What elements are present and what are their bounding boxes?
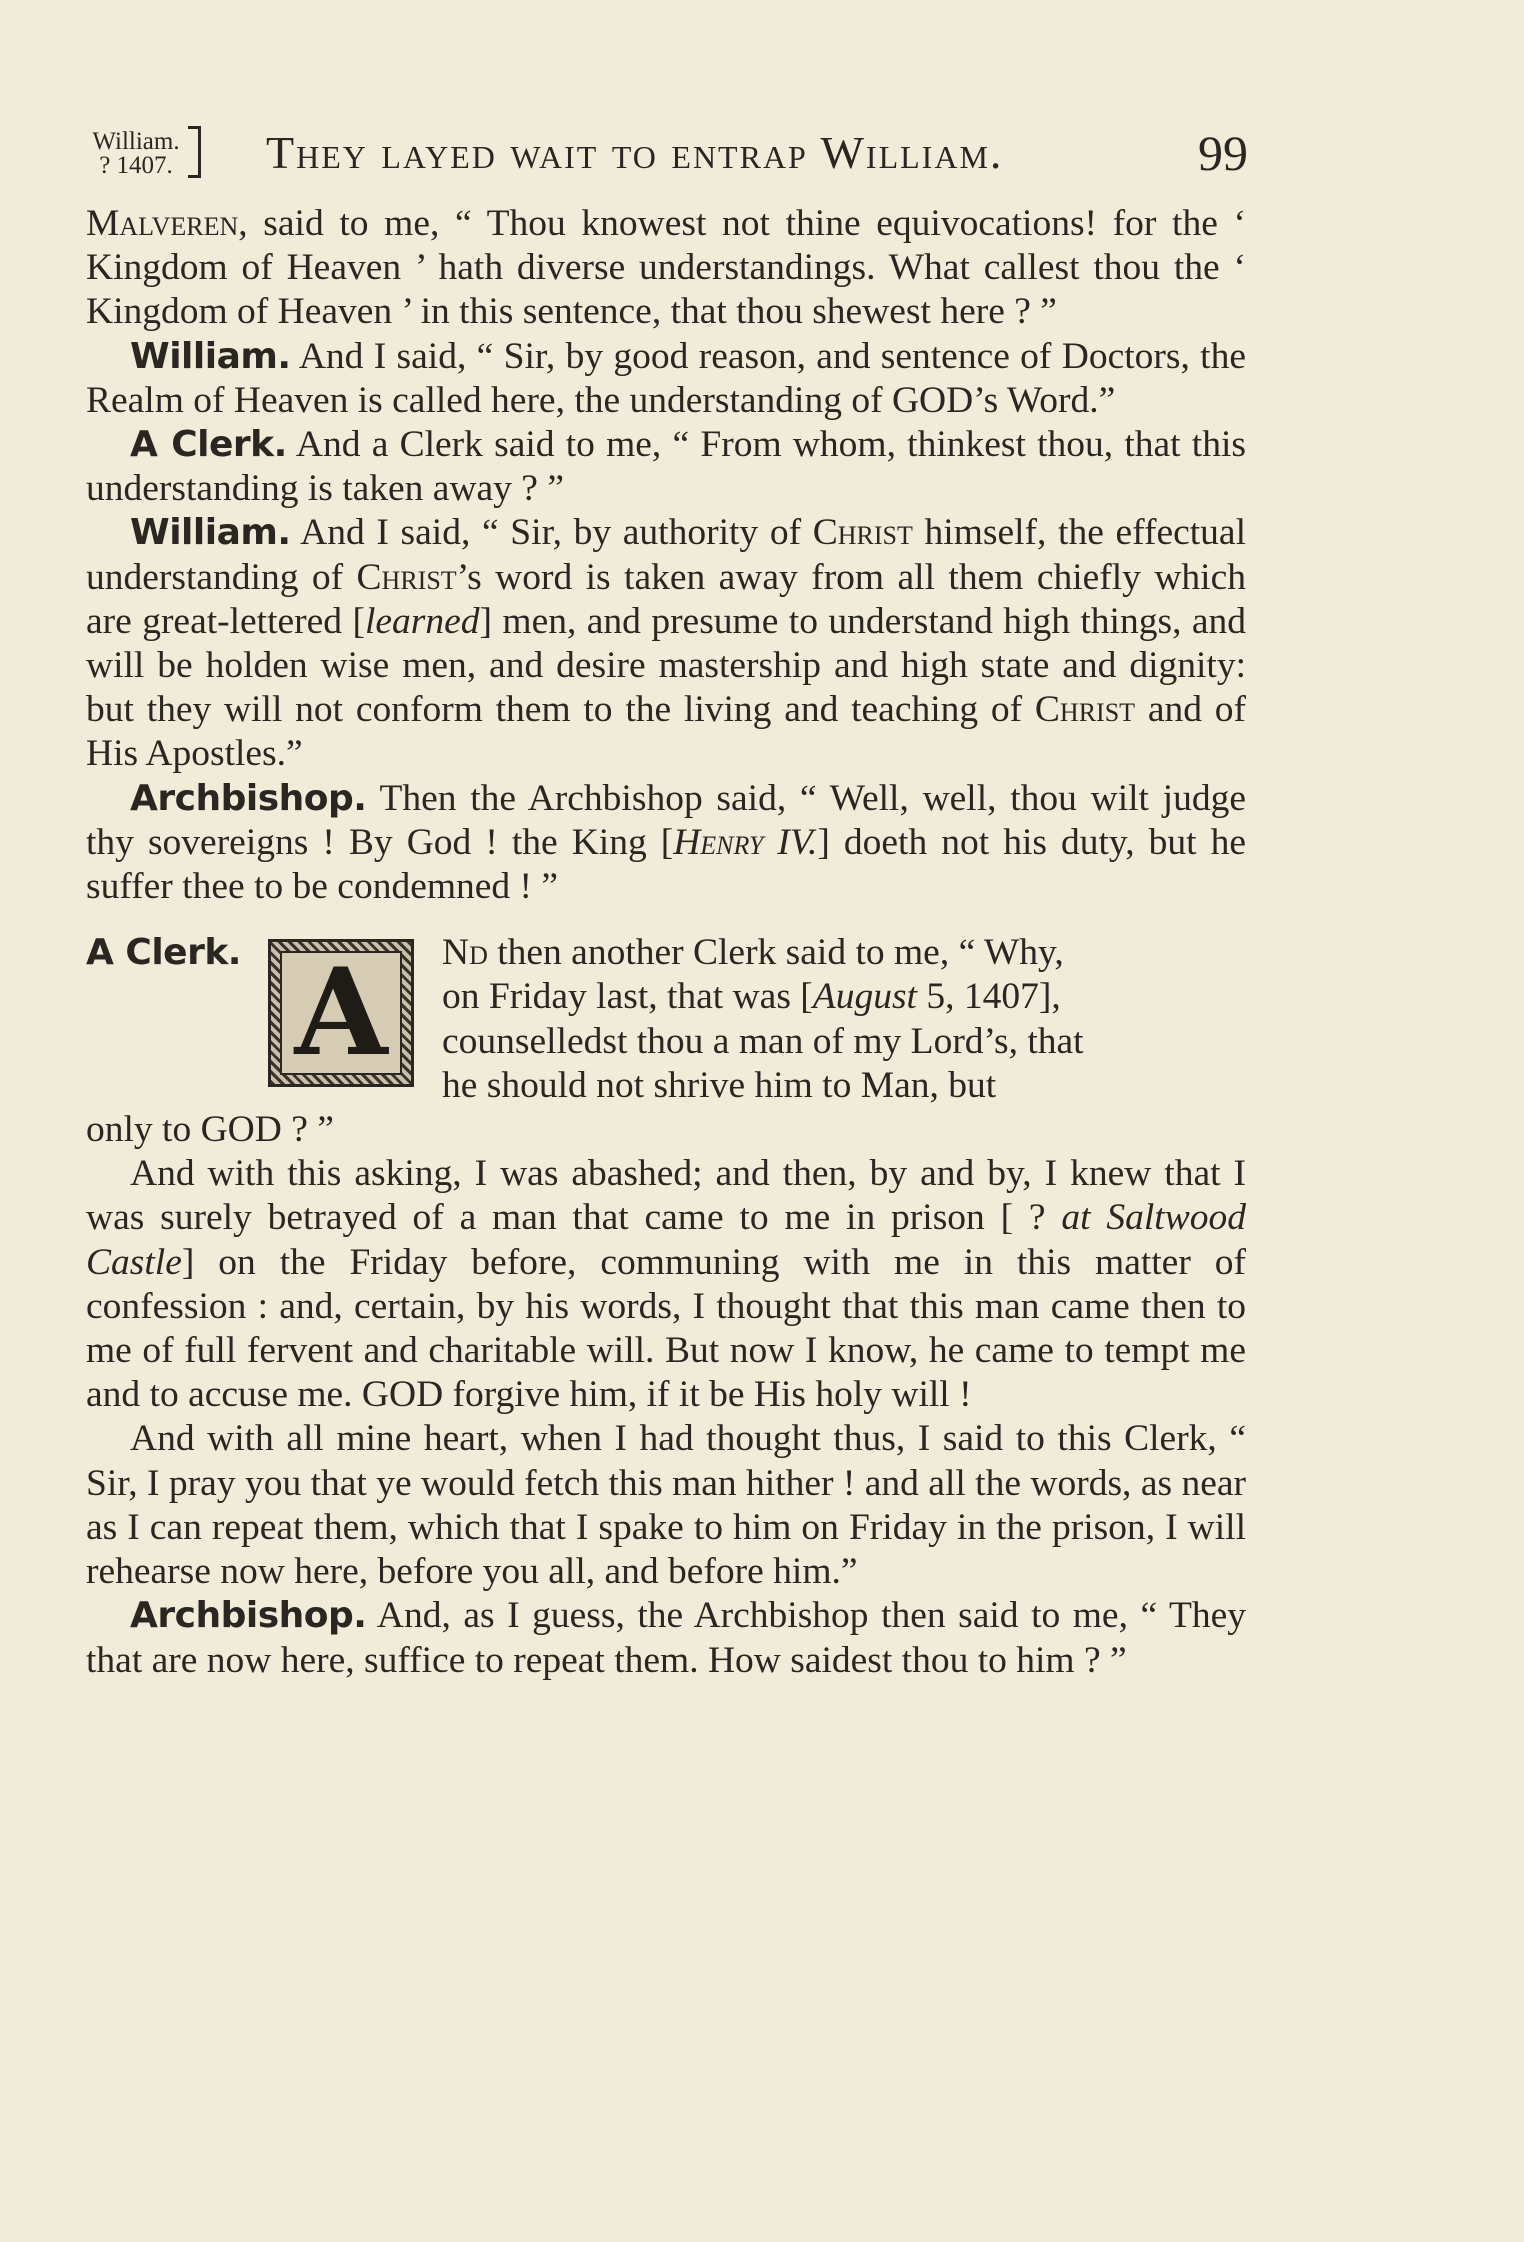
paragraph xyxy=(86,511,1246,776)
paragraph-text: And I said, “ Sir, by authority of xyxy=(290,512,813,554)
name-christ: Christ xyxy=(356,556,457,598)
name-malveren: Malveren xyxy=(86,203,239,244)
side-note-year: ? 1407. xyxy=(99,152,173,179)
text-line: he should not shrive him to Man, but xyxy=(442,1064,997,1106)
gloss-learned: learned xyxy=(364,600,480,642)
paragraph-text: , said to me, “ Thou knowest not thine equivocations! for the ‘ Kingdom of Heaven ’ hath diverse understandings. What callest thou the ‘ Kingdom of Heaven ’ in this sentence, that thou shewest here ? ” xyxy=(86,203,1246,333)
line-text: 5, 1407], xyxy=(916,976,1061,1018)
paragraph xyxy=(86,1594,1246,1682)
paragraph-text: And I said, “ Sir, by good reason, and sentence of Doctors, the Realm of Heaven is called here, the understanding of GOD’s Word.” xyxy=(86,335,1246,421)
speaker-label: William. xyxy=(130,512,291,554)
date-month: August xyxy=(812,976,917,1018)
paragraph-text: ] on the Friday before, communing with me in this matter of confession : and, certain, by his words, I thought that this man came then to me of full fervent and charitable will. But now I know, he came to tempt me and to accuse me. GOD forgive him, if it be His holy will ! xyxy=(86,1241,1246,1416)
ornamental-initial xyxy=(268,939,414,1087)
paragraph-text: ] doeth not his duty, but he suffer thee to be condemned ! ” xyxy=(86,821,1246,908)
name-henry: Henry IV. xyxy=(673,821,818,863)
text-line xyxy=(442,931,1246,975)
paragraph xyxy=(86,335,1246,423)
running-header xyxy=(86,112,1246,202)
paragraph-text: ] men, and presume to understand high things, and will be holden wise men, and desire mastership and high state and dignity: but they will not conform them to the living and teaching of xyxy=(86,600,1247,731)
line-text: then another Clerk said to me, “ Why, xyxy=(487,932,1064,974)
paragraph-text: ’s word is taken away from all them chiefly which are great-lettered [ xyxy=(86,556,1246,642)
speaker-label: William. xyxy=(130,335,291,377)
speaker-label: Archbishop. xyxy=(130,777,367,819)
paragraph-text: And a Clerk said to me, “ From whom, thinkest thou, that this understanding is taken away ? ” xyxy=(86,424,1246,510)
body-text xyxy=(86,202,1246,1683)
paragraph: And with all mine heart, when I had thought thus, I said to this Clerk, “ Sir, I pray you that ye would fetch this man hither ! and all the words, as near as I can repeat them, which that I spake to him on Friday in the prison, I will rehearse now here, before you all, and before him.” xyxy=(86,1418,1246,1593)
small-caps-word: Nd xyxy=(442,932,488,974)
side-note-name: William. xyxy=(92,128,180,155)
text-line: counselledst thou a man of my Lord’s, that xyxy=(442,1020,1084,1062)
paragraph xyxy=(86,202,1246,335)
page-number: 99 xyxy=(1198,125,1248,181)
gloss-castle: at Saltwood Castle xyxy=(86,1197,1246,1283)
paragraph xyxy=(86,1152,1246,1417)
speaker-label: A Clerk. xyxy=(86,932,241,974)
running-title: They layed wait to entrap William. xyxy=(266,127,1004,178)
initial-letter: A xyxy=(294,942,388,1084)
paragraph-text: himself, the effectual understanding of xyxy=(86,512,1246,598)
name-christ: Christ xyxy=(1034,689,1136,731)
side-note-bracket xyxy=(188,126,201,178)
speaker-label: A Clerk. xyxy=(130,424,287,466)
text-line xyxy=(442,975,1246,1019)
paragraph-text: and of His Apostles.” xyxy=(86,689,1246,775)
paragraph-text: Then the Archbishop said, “ Well, well, thou wilt judge thy sovereigns ! By God ! the King [ xyxy=(86,777,1246,863)
name-christ: Christ xyxy=(812,512,913,554)
paragraph xyxy=(86,423,1246,511)
speaker-label: Archbishop. xyxy=(130,1595,367,1637)
paragraph-text: And, as I guess, the Archbishop then said to me, “ They that are now here, suffice to repeat them. How saidest thou to him ? ” xyxy=(86,1595,1246,1681)
dropcap-paragraph xyxy=(86,931,1246,1152)
text-line: only to GOD ? ” xyxy=(86,1109,334,1151)
book-page xyxy=(86,112,1246,1683)
line-text: on Friday last, that was [ xyxy=(442,976,813,1018)
side-note xyxy=(86,130,186,178)
paragraph-text: And with this asking, I was abashed; and then, by and by, I knew that I was surely betrayed of a man that came to me in prison [ ? xyxy=(86,1153,1246,1239)
paragraph xyxy=(86,777,1246,910)
